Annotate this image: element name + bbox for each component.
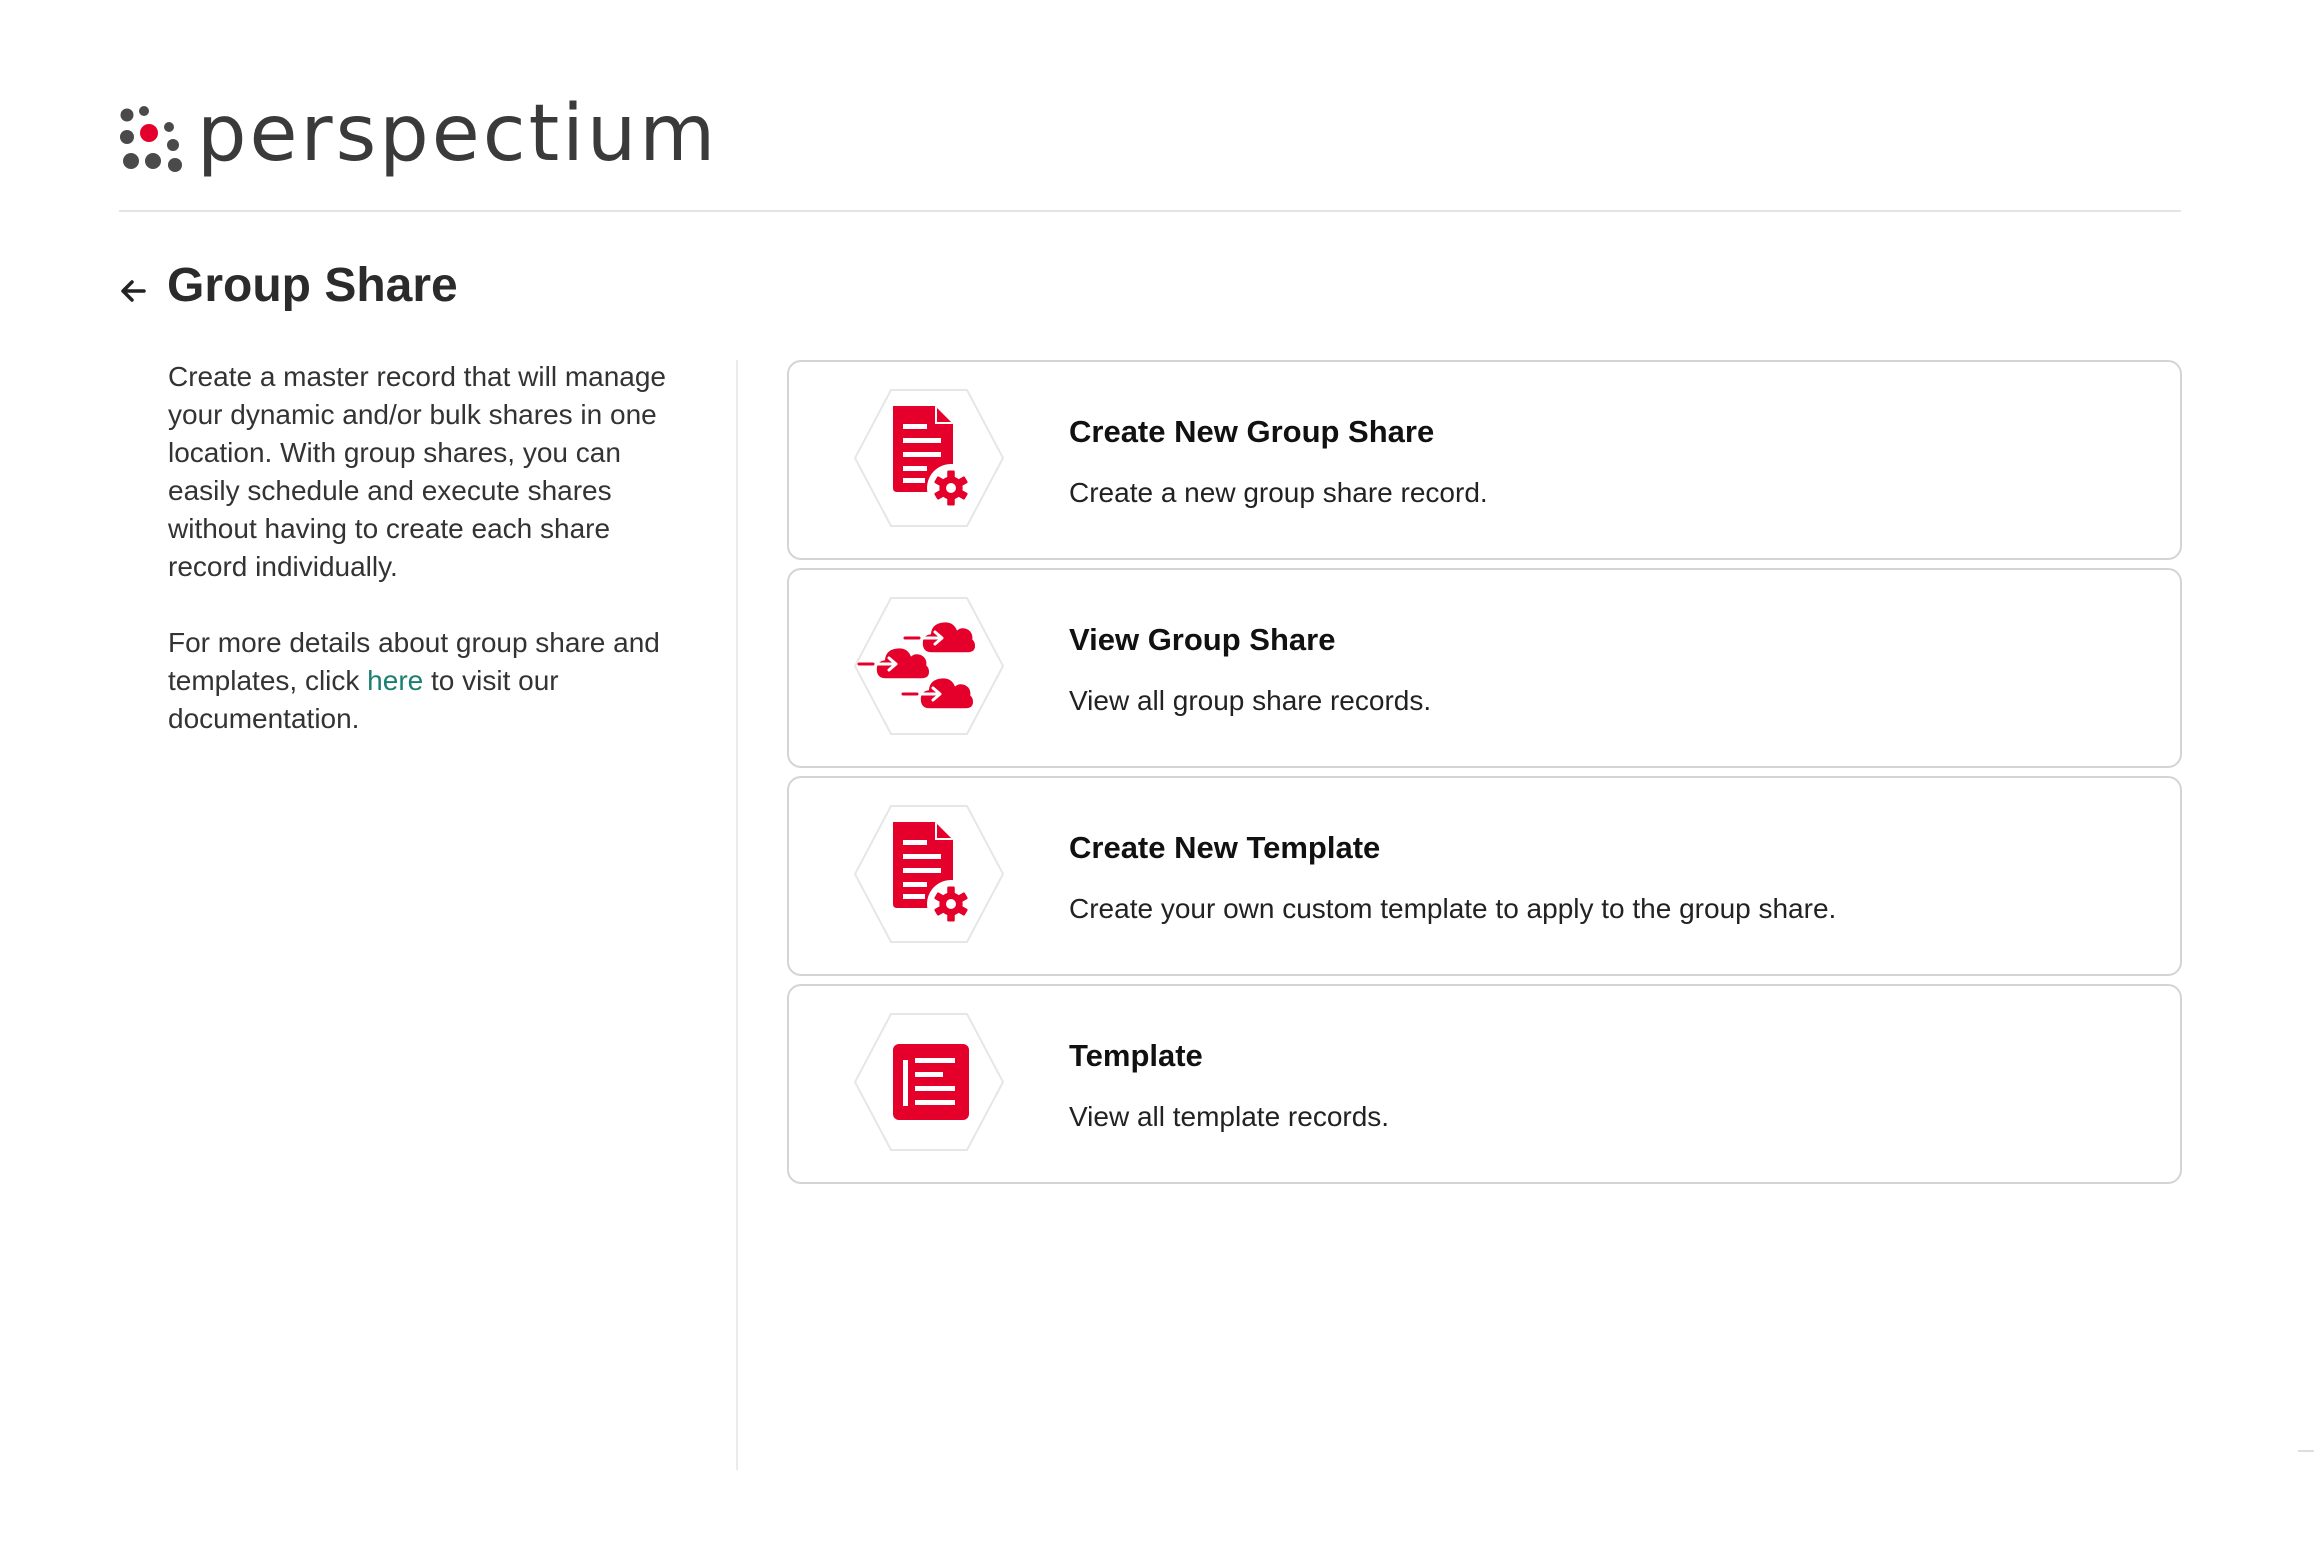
action-cards xyxy=(787,360,2182,1192)
documentation-link[interactable]: here xyxy=(367,665,424,696)
card-template[interactable] xyxy=(787,984,2182,1184)
document-gear-icon xyxy=(853,388,1005,528)
card-description: Create your own custom template to apply to the group share. xyxy=(1069,893,1837,924)
logo-dots-icon xyxy=(119,105,185,175)
card-create-new-group-share[interactable] xyxy=(787,360,2182,560)
card-description: Create a new group share record. xyxy=(1069,477,1488,508)
arrow-left-icon[interactable] xyxy=(119,277,147,305)
card-description: View all template records. xyxy=(1069,1101,1390,1132)
card-create-new-template[interactable] xyxy=(787,776,2182,976)
documentation-paragraph xyxy=(168,624,688,738)
card-title: Template xyxy=(1069,1038,1203,1073)
card-view-group-share[interactable] xyxy=(787,568,2182,768)
document-gear-icon xyxy=(853,804,1005,944)
template-list-icon xyxy=(853,1012,1005,1152)
vertical-divider xyxy=(736,360,738,1470)
header xyxy=(119,89,2181,212)
card-description: View all group share records. xyxy=(1069,685,1432,716)
perspectium-logo[interactable] xyxy=(119,89,719,185)
description-paragraph: Create a master record that will manage your dynamic and/or bulk shares in one location. With group shares, you can easily schedule and execute shares without having to create each share record individually. xyxy=(168,361,666,582)
sidebar-description xyxy=(168,358,688,776)
divider-mark xyxy=(2298,1450,2314,1452)
page-title: Group Share xyxy=(167,258,458,312)
card-title: View Group Share xyxy=(1069,622,1336,657)
title-row xyxy=(119,255,458,315)
logo-text: perspectium xyxy=(197,89,719,179)
card-title: Create New Template xyxy=(1069,830,1381,865)
documentation-text-after: to visit our documentation. xyxy=(168,665,559,734)
documentation-text-before: For more details about group share and templates, click xyxy=(168,627,660,696)
cloud-share-icon xyxy=(853,596,1005,736)
card-title: Create New Group Share xyxy=(1069,414,1435,449)
